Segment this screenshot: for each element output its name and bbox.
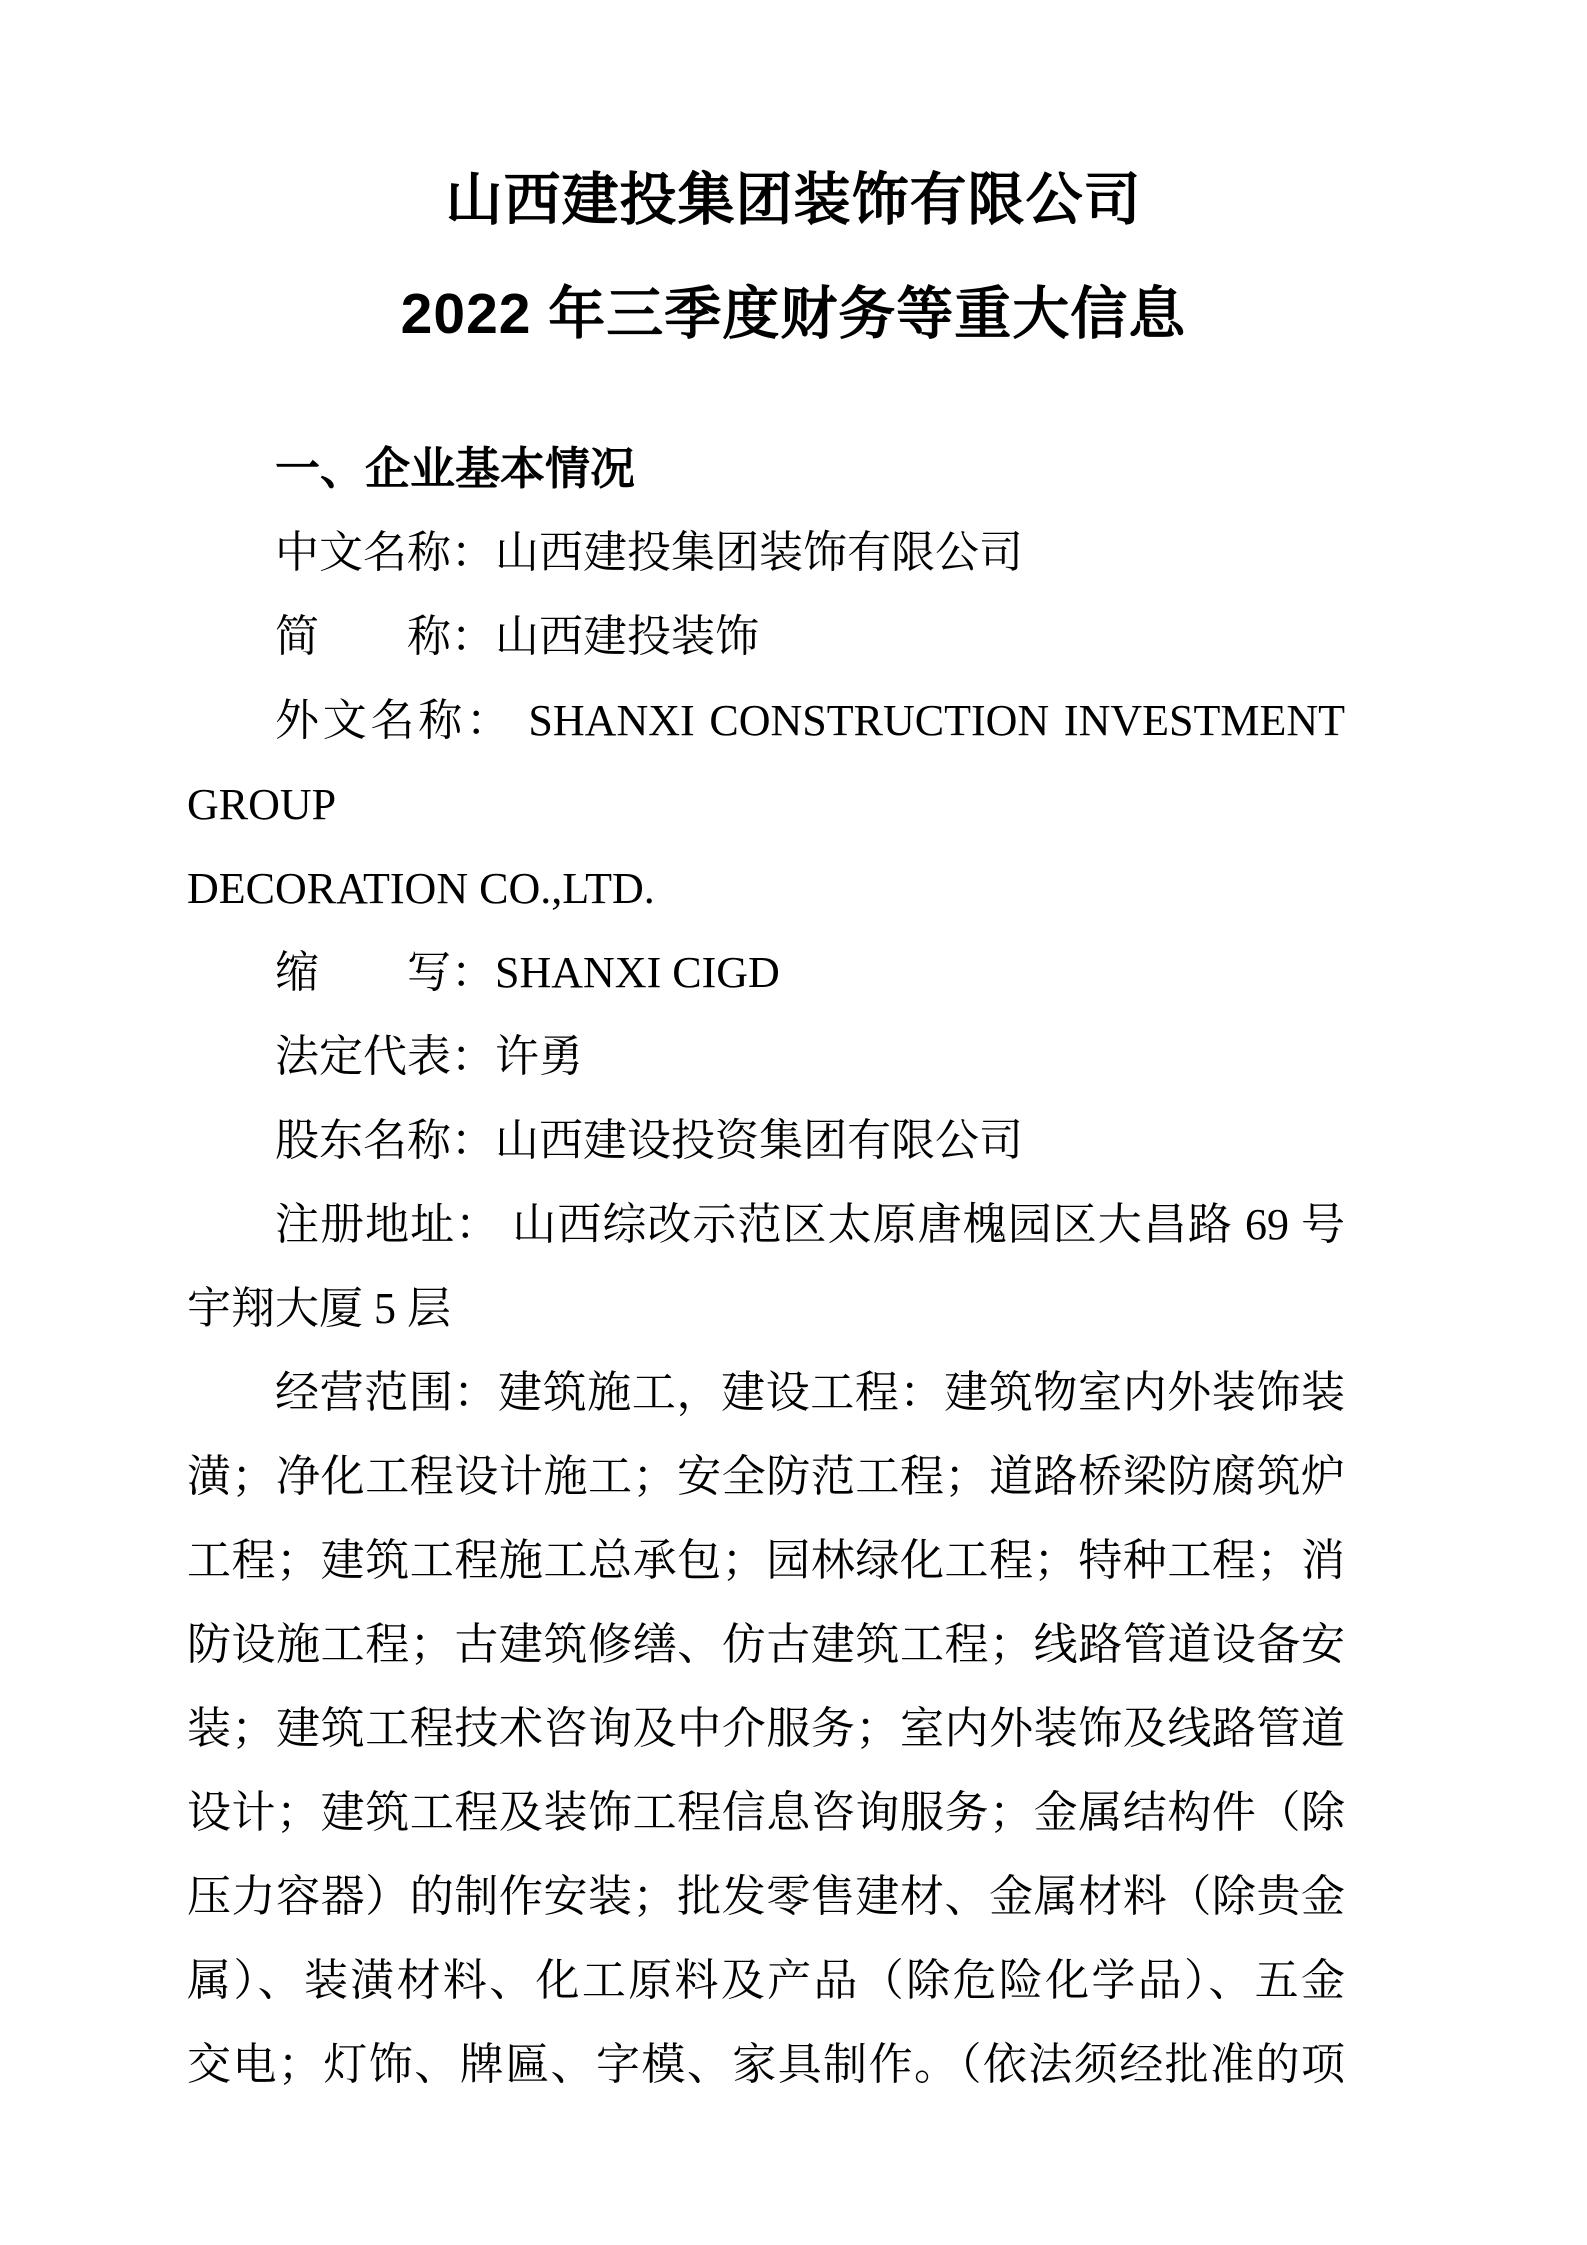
section-heading: 一、企业基本情况 (275, 443, 636, 494)
body-line: 潢；净化工程设计施工；安全防范工程；道路桥梁防腐筑炉 (187, 1452, 1345, 1501)
body-line: 压力容器）的制作安装；批发零售建材、金属材料（除贵金 (187, 1872, 1345, 1921)
document-content (187, 427, 1356, 2107)
body-line: 设计；建筑工程及装饰工程信息咨询服务；金属结构件（除 (187, 1788, 1345, 1837)
body-line: 防设施工程；古建筑修缮、仿古建筑工程；线路管道设备安 (187, 1620, 1345, 1669)
document-title (0, 0, 1587, 371)
document-title-line2: 2022 年三季度财务等重大信息 (400, 282, 1187, 346)
body-line: 属）、装潢材料、化工原料及产品（除危险化学品）、五金 (187, 1956, 1345, 2005)
body-line: 装；建筑工程技术咨询及中介服务；室内外装饰及线路管道 (187, 1704, 1345, 1753)
body-line: 中文名称：山西建投集团装饰有限公司 (275, 528, 1023, 577)
body-line: DECORATION CO.,LTD. (187, 864, 655, 913)
body-line: 股东名称：山西建设投资集团有限公司 (275, 1116, 1023, 1165)
body-line: 宇翔大厦 5 层 (187, 1284, 451, 1333)
body-line: 外文名称： SHANXI CONSTRUCTION INVESTMENT GROUP (187, 696, 1356, 829)
body-line: 法定代表：许勇 (275, 1032, 583, 1081)
body-line: 缩 写：SHANXI CIGD (275, 948, 780, 997)
body-text (187, 511, 1356, 2107)
body-line: 简 称：山西建投装饰 (275, 612, 759, 661)
document-title-line1: 山西建投集团装饰有限公司 (445, 168, 1142, 232)
body-line: 交电；灯饰、牌匾、字模、家具制作。（依法须经批准的项 (187, 2040, 1345, 2089)
body-line: 注册地址： 山西综改示范区太原唐槐园区大昌路 69 号 (275, 1200, 1345, 1249)
body-line: 经营范围：建筑施工，建设工程：建筑物室内外装饰装 (275, 1368, 1345, 1417)
body-line: 工程；建筑工程施工总承包；园林绿化工程；特种工程；消 (187, 1536, 1345, 1585)
